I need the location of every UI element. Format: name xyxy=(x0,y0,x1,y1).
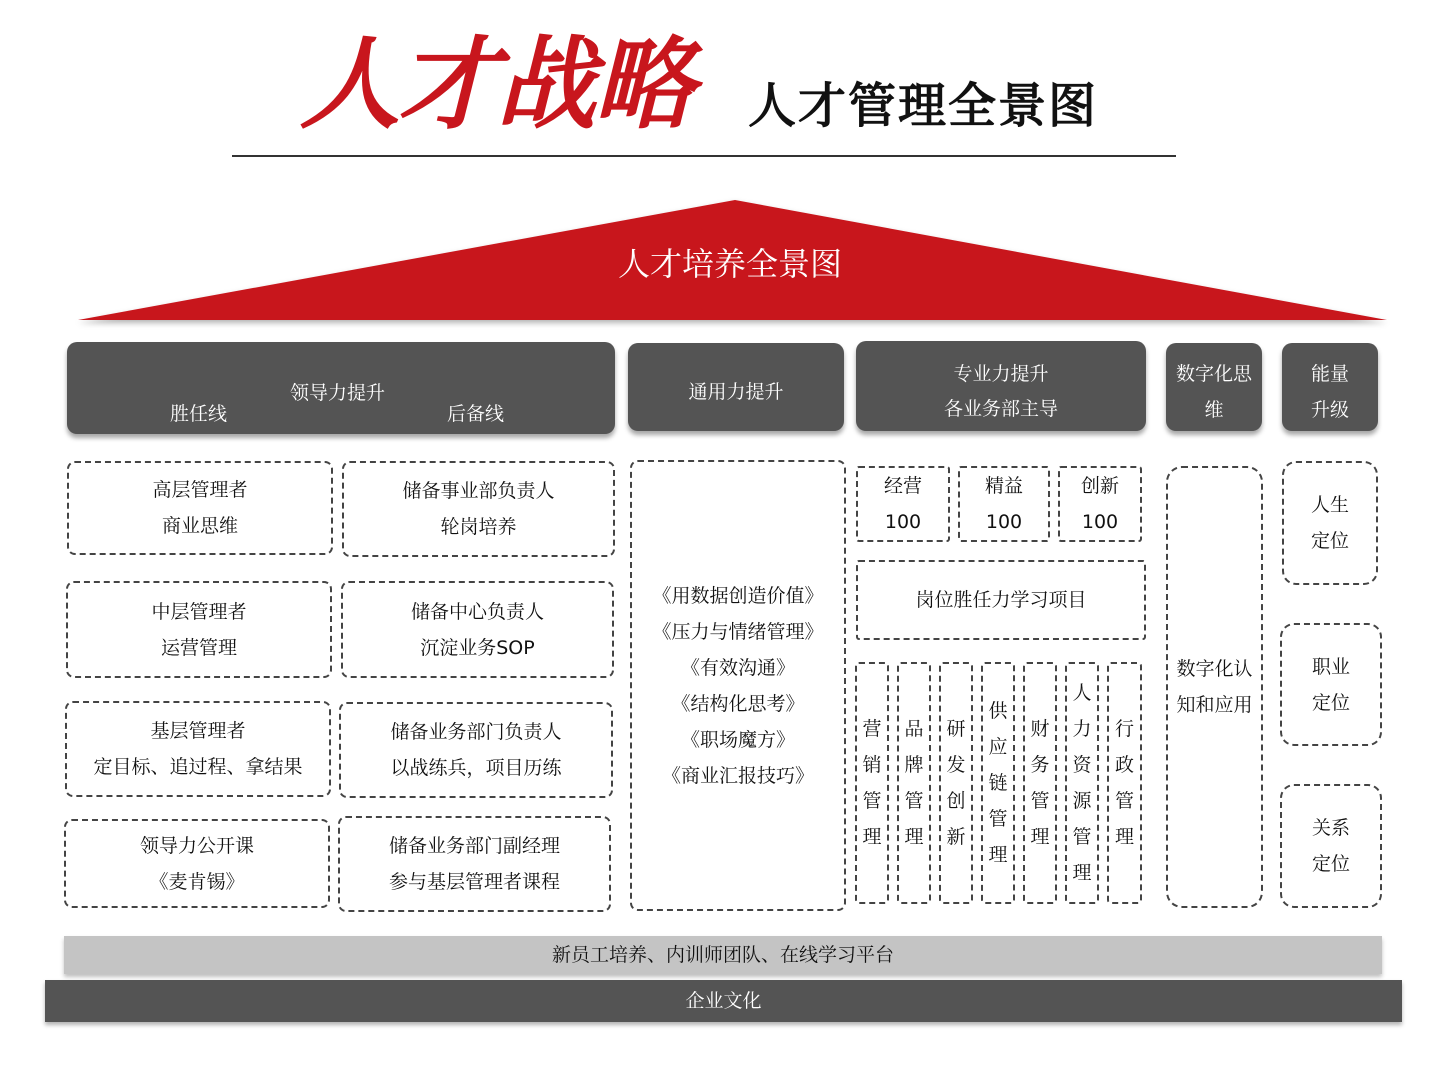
box-line: 沉淀业务SOP xyxy=(420,636,535,659)
function-char: 新 xyxy=(946,826,966,848)
sub-title: 人才管理全景图 xyxy=(748,78,1099,134)
function-char: 品 xyxy=(904,718,924,740)
function-column-finance xyxy=(1023,662,1057,904)
roof-title: 人才培养全景图 xyxy=(617,245,842,283)
box-line: 关系 xyxy=(1311,817,1350,839)
leadership-header-title: 领导力提升 xyxy=(290,382,386,404)
digital-header-line2: 维 xyxy=(1204,399,1224,421)
box-line: 人生 xyxy=(1310,494,1349,516)
box-line: 领导力公开课 xyxy=(139,834,254,857)
function-char: 研 xyxy=(946,718,966,740)
course-item: 《职场魔方》 xyxy=(680,728,795,751)
box-line: 《麦肯锡》 xyxy=(149,870,245,893)
function-char: 应 xyxy=(988,736,1008,758)
program-value: 100 xyxy=(1081,511,1119,533)
function-char: 政 xyxy=(1114,754,1134,776)
box-line: 定目标、追过程、拿结果 xyxy=(93,756,303,778)
function-char: 理 xyxy=(1114,826,1134,848)
competency-project-box xyxy=(856,560,1146,640)
energy-box-career xyxy=(1280,623,1382,746)
function-char: 人 xyxy=(1072,682,1092,704)
course-item: 《商业汇报技巧》 xyxy=(661,764,814,787)
function-char: 力 xyxy=(1072,718,1092,740)
box-line: 基层管理者 xyxy=(150,720,246,742)
course-item: 《压力与情绪管理》 xyxy=(652,620,824,643)
program-name: 经营 xyxy=(883,475,922,497)
function-char: 理 xyxy=(1030,826,1050,848)
box-line: 中层管理者 xyxy=(151,600,247,623)
competency-line-label: 胜任线 xyxy=(170,403,228,425)
reserve-box-division-head xyxy=(342,461,615,557)
function-char: 资 xyxy=(1072,754,1092,776)
reserve-box-deputy-manager xyxy=(338,816,611,912)
digital-box xyxy=(1166,466,1263,908)
function-column-hr xyxy=(1065,662,1099,904)
function-column-admin xyxy=(1107,662,1142,904)
program-box-lean xyxy=(958,466,1050,542)
function-column-supply-chain xyxy=(981,662,1015,904)
function-char: 理 xyxy=(988,844,1008,866)
energy-header-line2: 升级 xyxy=(1310,399,1349,421)
box-line: 定位 xyxy=(1311,853,1350,875)
program-name: 精益 xyxy=(984,475,1023,497)
box-line: 定位 xyxy=(1311,691,1350,714)
function-char: 牌 xyxy=(904,754,924,776)
culture-bar: 企业文化 xyxy=(45,980,1402,1022)
general-header xyxy=(628,343,844,431)
function-char: 理 xyxy=(1072,862,1092,884)
function-char: 行 xyxy=(1114,718,1134,740)
leadership-header xyxy=(67,342,615,434)
competency-box-middle xyxy=(66,581,332,678)
function-char: 链 xyxy=(988,772,1008,794)
function-column-rd xyxy=(939,662,973,904)
energy-header xyxy=(1282,343,1378,431)
function-char: 财 xyxy=(1030,718,1050,740)
box-line: 参与基层管理者课程 xyxy=(388,871,560,893)
box-line: 轮岗培养 xyxy=(440,516,517,538)
box-line: 运营管理 xyxy=(160,636,237,659)
professional-header xyxy=(856,341,1146,431)
digital-header xyxy=(1166,343,1262,431)
function-char: 理 xyxy=(904,826,924,848)
digital-header-line1: 数字化思 xyxy=(1175,363,1252,385)
box-line: 储备中心负责人 xyxy=(410,600,544,623)
competency-box-junior xyxy=(65,701,331,797)
function-char: 管 xyxy=(904,790,924,812)
reserve-box-center-head xyxy=(341,581,614,678)
function-char: 管 xyxy=(1072,826,1092,848)
function-char: 源 xyxy=(1072,790,1092,812)
energy-box-life xyxy=(1282,461,1378,585)
function-column-brand xyxy=(897,662,931,904)
program-name: 创新 xyxy=(1080,475,1119,497)
box-line: 储备业务部门负责人 xyxy=(390,721,562,743)
function-char: 务 xyxy=(1030,754,1050,776)
general-courses-box xyxy=(630,460,846,911)
box-line: 商业思维 xyxy=(161,515,238,537)
energy-box-relationship xyxy=(1280,784,1382,908)
program-box-innovation xyxy=(1058,466,1142,542)
box-line: 储备事业部负责人 xyxy=(402,480,555,502)
function-char: 供 xyxy=(988,700,1008,722)
function-char: 管 xyxy=(988,808,1008,830)
box-line: 高层管理者 xyxy=(152,479,248,501)
function-char: 管 xyxy=(1114,790,1134,812)
function-char: 管 xyxy=(1030,790,1050,812)
box-line: 储备业务部门副经理 xyxy=(388,835,560,857)
reserve-line-label: 后备线 xyxy=(447,403,505,425)
function-char: 销 xyxy=(862,754,882,776)
function-char: 营 xyxy=(862,718,882,740)
professional-header-title: 专业力提升 xyxy=(953,363,1049,385)
program-box-operation xyxy=(856,466,950,542)
program-value: 100 xyxy=(884,511,922,533)
professional-header-subtitle: 各业务部主导 xyxy=(943,398,1058,420)
program-value: 100 xyxy=(985,511,1023,533)
box-line: 职业 xyxy=(1311,655,1350,678)
platform-bar: 新员工培养、内训师团队、在线学习平台 xyxy=(64,936,1382,974)
function-char: 理 xyxy=(862,826,882,848)
course-item: 《结构化思考》 xyxy=(671,692,805,715)
course-item: 《用数据创造价值》 xyxy=(652,584,824,607)
project-label: 岗位胜任力学习项目 xyxy=(915,589,1087,611)
competency-box-senior xyxy=(67,461,333,555)
main-title: 人才战略 xyxy=(300,26,692,143)
box-line: 数字化认 xyxy=(1176,658,1253,680)
box-line: 以战练兵，项目历练 xyxy=(390,757,562,779)
course-item: 《有效沟通》 xyxy=(680,656,795,679)
energy-header-line1: 能量 xyxy=(1310,363,1349,385)
function-char: 创 xyxy=(946,790,966,812)
box-line: 定位 xyxy=(1310,530,1349,552)
box-line: 知和应用 xyxy=(1176,694,1253,716)
general-header-title: 通用力提升 xyxy=(688,381,784,403)
function-column-marketing xyxy=(855,662,889,904)
function-char: 发 xyxy=(946,754,966,776)
function-char: 管 xyxy=(862,790,882,812)
reserve-box-dept-head xyxy=(339,702,613,798)
competency-box-open-course xyxy=(64,819,330,908)
